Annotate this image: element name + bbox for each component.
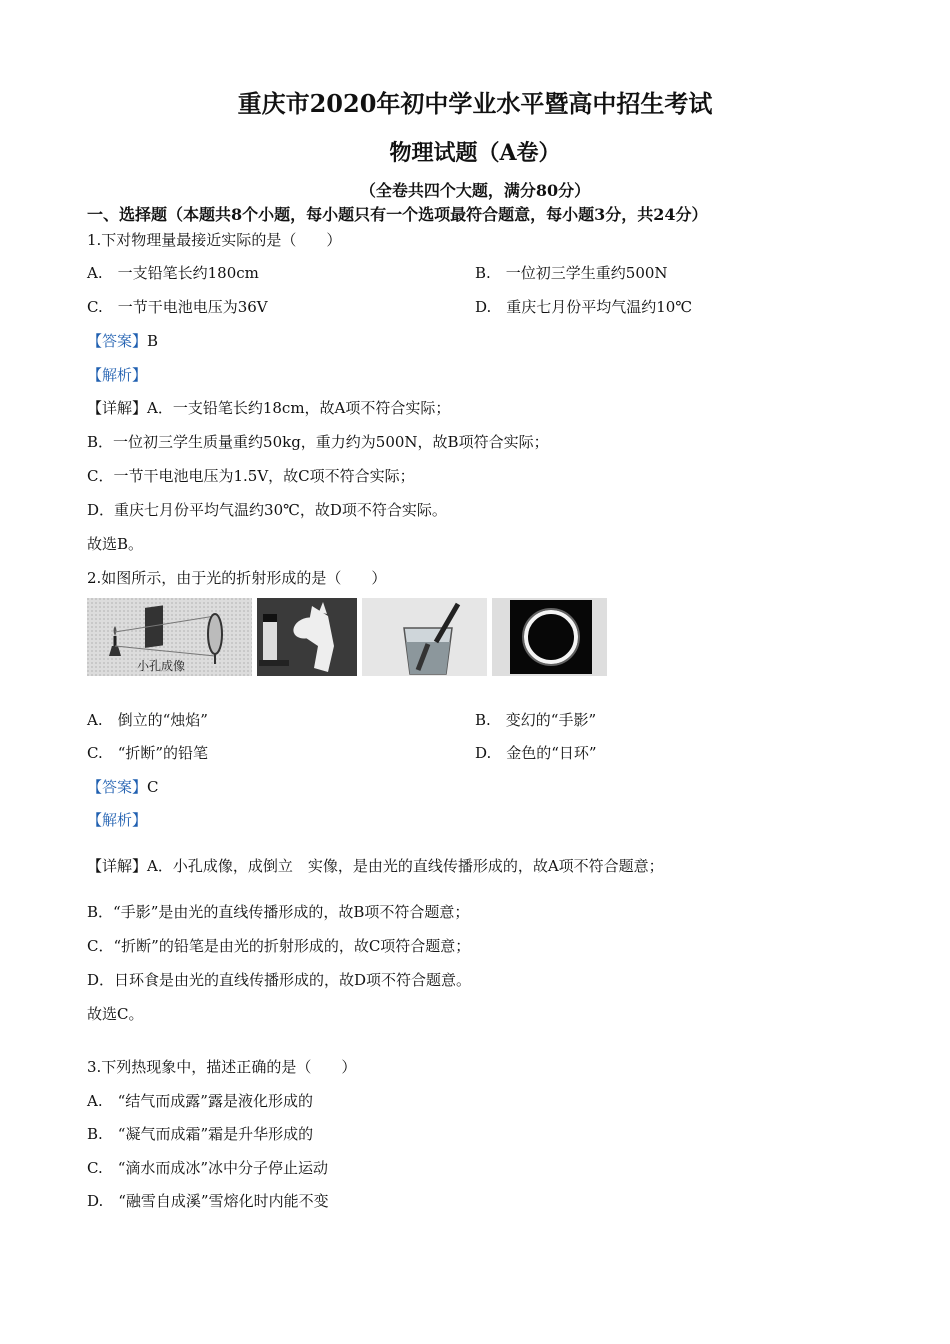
option-a: A. 倒立的“烛焰” [87,711,208,729]
detail-line: C．一节干电池电压为1.5V，故C项不符合实际； [87,467,415,485]
option-d: D. “融雪自成溪”雪熔化时内能不变 [87,1192,329,1210]
hand-shadow-illustration [257,598,357,676]
option-a: A. “结气而成露”露是液化形成的 [87,1092,313,1110]
detail-tag: 【详解】 [87,399,148,417]
figure-illustrations [87,598,607,676]
analysis-tag: 【解析】 [87,811,148,829]
option-d: D. 重庆七月份平均气温约10℃ [475,298,693,316]
conclusion-line: 故选B。 [87,535,144,553]
option-a: A. 一支铅笔长约180cm [87,264,259,282]
option-b: B. 一位初三学生重约500N [475,264,668,282]
section-heading: 一、选择题（本题共8个小题，每小题只有一个选项最符合题意，每小题3分，共24分） [87,205,708,224]
pencil-in-water-illustration [362,598,487,676]
detail-text: A．一支铅笔长约18cm，故A项不符合实际； [147,399,451,417]
detail-text: A．小孔成像，成倒立 实像，是由光的直线传播形成的，故A项不符合题意； [147,857,664,875]
answer-tag: 【答案】 [87,778,148,796]
detail-line: D．日环食是由光的直线传播形成的，故D项不符合题意。 [87,971,472,989]
exam-subtitle: 物理试题（A卷） [389,140,561,166]
exam-note: （全卷共四个大题，满分80分） [359,181,591,200]
question-stem: 2.如图所示，由于光的折射形成的是（ ） [87,569,387,587]
answer-value: C [147,778,159,796]
detail-line [87,856,664,876]
answer-line [87,331,158,351]
question-stem: 1.下对物理量最接近实际的是（ ） [87,231,342,249]
detail-line: B．“手影”是由光的直线传播形成的，故B项不符合题意； [87,903,470,921]
answer-tag: 【答案】 [87,332,148,350]
question-figure [87,598,607,676]
detail-line [87,398,450,418]
conclusion-line: 故选C。 [87,1005,144,1023]
option-b: B. “凝气而成霜”霜是升华形成的 [87,1125,314,1143]
detail-line: B．一位初三学生质量重约50kg，重力约为500N，故B项符合实际； [87,433,549,451]
option-c: C. “滴水而成冰”冰中分子停止运动 [87,1159,329,1177]
exam-title: 重庆市2020年初中学业水平暨高中招生考试 [237,89,713,118]
analysis-tag: 【解析】 [87,366,148,384]
option-d: D. 金色的“日环” [475,744,597,762]
option-b: B. 变幻的“手影” [475,711,597,729]
answer-line [87,777,159,797]
pinhole-illustration [87,598,252,676]
annular-eclipse-illustration [492,598,607,676]
question-stem: 3.下列热现象中，描述正确的是（ ） [87,1058,357,1076]
detail-line: C．“折断”的铅笔是由光的折射形成的，故C项符合题意； [87,937,471,955]
figure-caption: 小孔成像 [137,659,186,673]
option-c: C. “折断”的铅笔 [87,744,209,762]
detail-tag: 【详解】 [87,857,148,875]
detail-line: D．重庆七月份平均气温约30℃，故D项不符合实际。 [87,501,447,519]
option-c: C. 一节干电池电压为36V [87,298,268,316]
answer-value: B [147,332,159,350]
